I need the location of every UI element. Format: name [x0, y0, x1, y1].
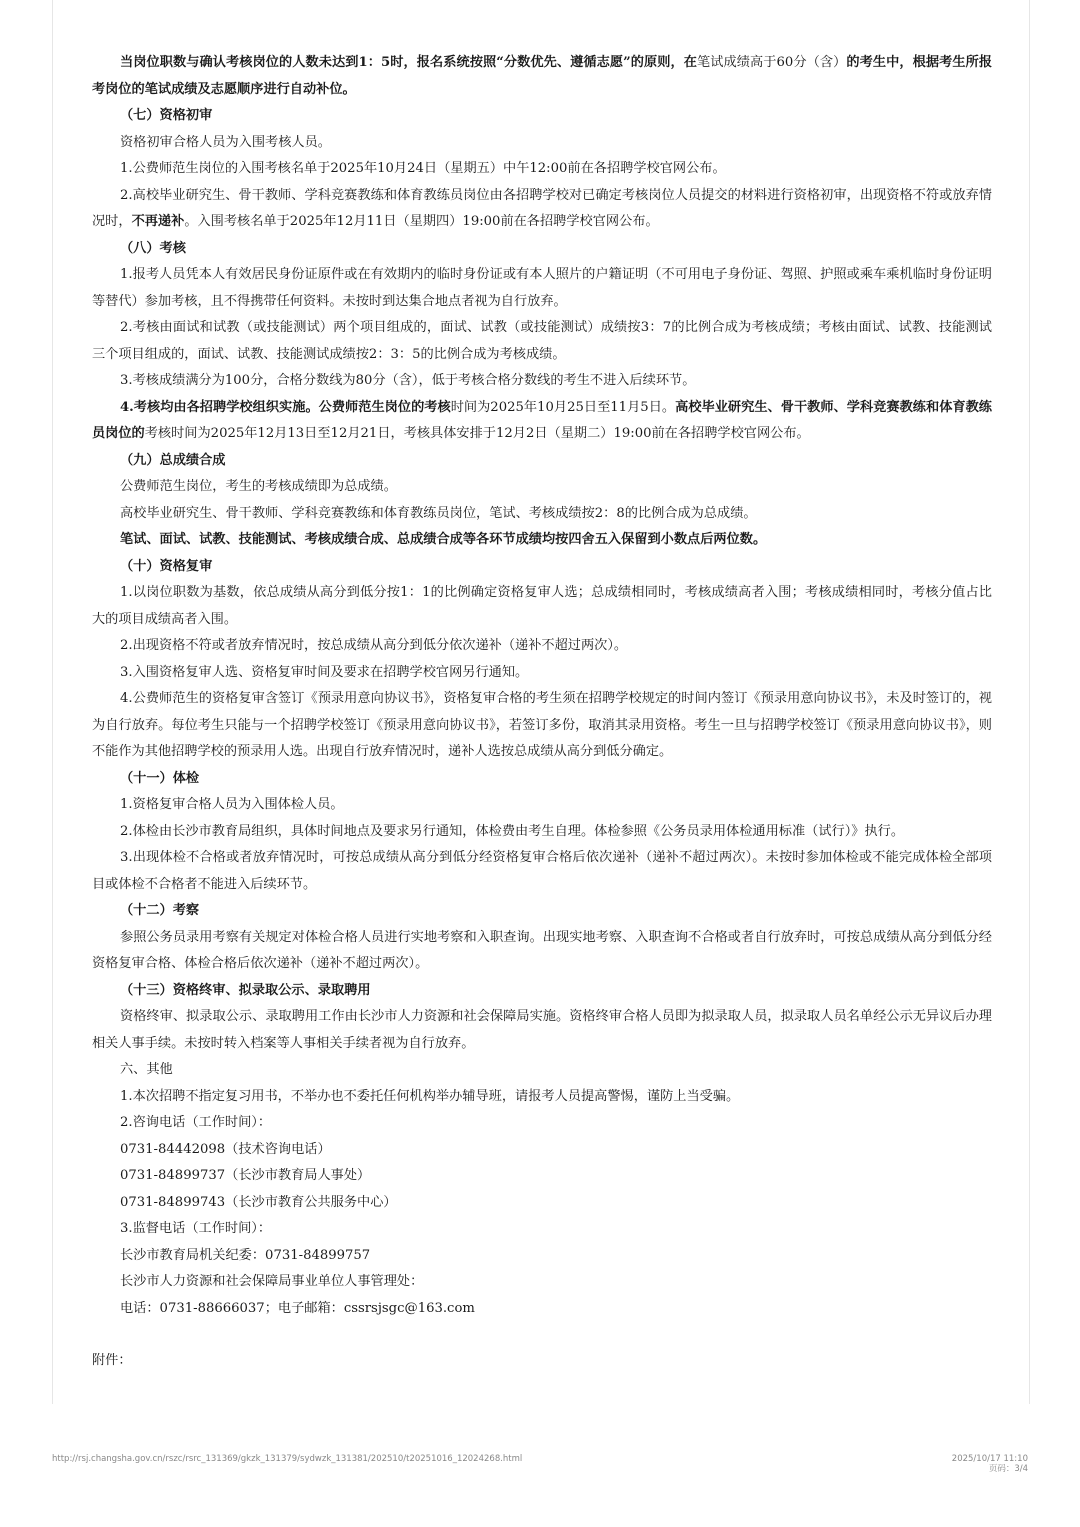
- s13-p1: 资格终审、拟录取公示、录取聘用工作由长沙市人力资源和社会保障局实施。资格终审合格人员即为拟录取人员，拟录取人员名单经公示无异议后办理相关人事手续。未按时转入档案等人事相关手续者视为自行放弃。: [92, 1009, 992, 1051]
- s6-l7: 长沙市教育局机关纪委：0731-84899757: [120, 1247, 371, 1263]
- s10-p2: 2.出现资格不符或者放弃情况时，按总成绩从高分到低分依次递补（递补不超过两次）。: [120, 638, 628, 653]
- s8-p4-b: 时间为2025年10月25日至11月5日。: [450, 399, 676, 415]
- s12-p1: 参照公务员录用考察有关规定对体检合格人员进行实地考察和入职查询。出现实地考察、入职查询不合格或者自行放弃时，可按总成绩从高分到低分经资格复审合格、体检合格后依次递补（递补不超过两次）。: [92, 929, 992, 971]
- s6-l6: 3.监督电话（工作时间）：: [120, 1221, 272, 1236]
- s6-l4: 0731-84899737（长沙市教育局人事处）: [120, 1168, 371, 1183]
- intro-text-a: 当岗位职数与确认考核岗位的人数未达到1：5时，报名系统按照“分数优先、遵循志愿”的原则，在: [120, 55, 697, 70]
- s11-p1: 1.资格复审合格人员为入围体检人员。: [120, 797, 344, 812]
- s8-p1: 1.报考人员凭本人有效居民身份证原件或在有效期内的临时身份证或有本人照片的户籍证明（不可用电子身份证、驾照、护照或乘车乘机临时身份证明等替代）参加考核，且不得携带任何资料。未按时到达集合地点者视为自行放弃。: [92, 267, 992, 309]
- intro-text-c: 的考生中，根据考生所报考岗位的笔试成绩及志愿顺序进行自动补位。: [92, 55, 993, 97]
- s9-p2: 高校毕业研究生、骨干教师、学科竞赛教练和体育教练员岗位，笔试、考核成绩按2：8的比例合成为总成绩。: [120, 505, 757, 521]
- section-12-title: （十二）考察: [120, 903, 200, 918]
- s11-p2: 2.体检由长沙市教育局组织，具体时间地点及要求另行通知，体检费由考生自理。体检参照《公务员录用体检通用标准（试行）》执行。: [120, 823, 905, 839]
- footer-meta: [952, 1454, 1028, 1474]
- footer-url: http://rsj.changsha.gov.cn/rszc/rsrc_131369/gkzk_131379/sydwzk_131381/202510/t20251016_12024268.html: [52, 1454, 523, 1464]
- section-11-title: （十一）体检: [120, 770, 200, 786]
- s6-l8: 长沙市人力资源和社会保障局事业单位人事管理处：: [120, 1274, 424, 1289]
- s7-p2-a: 2.高校毕业研究生、骨干教师、学科竞赛教练和体育教练员岗位由各招聘学校对已确定考核岗位人员提交的材料进行资格初审，出现资格不符或放弃情况时，: [92, 187, 992, 229]
- s8-p3: 3.考核成绩满分为100分，合格分数线为80分（含），低于考核合格分数线的考生不进入后续环节。: [120, 373, 696, 388]
- s10-p3: 3.入围资格复审人选、资格复审时间及要求在招聘学校官网另行通知。: [120, 664, 529, 680]
- s8-p4-a: 4.考核均由各招聘学校组织实施。公费师范生岗位的考核: [120, 399, 451, 415]
- section-8-title: （八）考核: [120, 240, 186, 256]
- s6-l1: 1.本次招聘不指定复习用书，不举办也不委托任何机构举办辅导班，请报考人员提高警惕，谨防上当受骗。: [120, 1088, 740, 1104]
- s11-p3: 3.出现体检不合格或者放弃情况时，可按总成绩从高分到低分经资格复审合格后依次递补（递补不超过两次）。未按时参加体检或不能完成体检全部项目或体检不合格者不能进入后续环节。: [92, 850, 992, 892]
- document-body: [92, 50, 992, 1388]
- s9-p3: 笔试、面试、试教、技能测试、考核成绩合成、总成绩合成等各环节成绩均按四舍五入保留到小数点后两位数。: [120, 532, 767, 547]
- intro-paragraph: [92, 50, 992, 103]
- section-7-title: （七）资格初审: [120, 108, 213, 123]
- intro-text-b: 笔试成绩高于60分（含）: [696, 55, 847, 70]
- s8-p4-c: 高校毕业研究生、骨干教师、学科竞赛教练和体育教练员岗位的: [92, 399, 992, 441]
- s7-p2-c: 。入围考核名单于2025年12月11日（星期四）19:00前在各招聘学校官网公布。: [184, 214, 659, 229]
- s7-p2: [92, 183, 992, 236]
- s10-p4: 4.公费师范生的资格复审含签订《预录用意向协议书》，资格复审合格的考生须在招聘学校规定的时间内签订《预录用意向协议书》，未及时签订的，视为自行放弃。每位考生只能与一个招聘学校签订《预录用意向协议书》，若签订多份，取消其录用资格。考生一旦与招聘学校签订《预录用意向协议书》，则不能作为其他招聘学校的预录用人选。出现自行放弃情况时，递补人选按总成绩从高分到低分确定。: [92, 691, 992, 759]
- s6-l2: 2.咨询电话（工作时间）：: [120, 1115, 272, 1130]
- s8-p4-d: 考核时间为2025年12月13日至12月21日，考核具体安排于12月2日（星期二）19:00前在各招聘学校官网公布。: [144, 426, 810, 441]
- s6-l3: 0731-84442098（技术咨询电话）: [120, 1141, 331, 1157]
- s6-l5: 0731-84899743（长沙市教育公共服务中心）: [120, 1194, 397, 1210]
- s7-p1: 1.公费师范生岗位的入围考核名单于2025年10月24日（星期五）中午12:00前在各招聘学校官网公布。: [120, 161, 726, 176]
- section-9-title: （九）总成绩合成: [120, 452, 226, 468]
- s6-l9: 电话：0731-88666037；电子邮箱：cssrsjsgc@163.com: [120, 1300, 475, 1316]
- attachment-label: 附件：: [92, 1353, 132, 1368]
- footer-page-number: 页码：3/4: [988, 1464, 1028, 1474]
- section-6-title: 六、其他: [120, 1062, 173, 1077]
- section-10-title: （十）资格复审: [120, 558, 213, 574]
- s7-p2-b: 不再递补: [131, 214, 185, 229]
- s7-p0: 资格初审合格人员为入围考核人员。: [120, 134, 331, 150]
- footer-datetime: 2025/10/17 11:10: [951, 1454, 1028, 1464]
- section-13-title: （十三）资格终审、拟录取公示、录取聘用: [120, 982, 371, 998]
- s9-p1: 公费师范生岗位，考生的考核成绩即为总成绩。: [120, 479, 397, 494]
- s8-p2: 2.考核由面试和试教（或技能测试）两个项目组成的，面试、试教（或技能测试）成绩按3：7的比例合成为考核成绩；考核由面试、试教、技能测试三个项目组成的，面试、试教、技能测试成绩按2：3：5的比例合成为考核成绩。: [92, 320, 992, 362]
- s8-p4: [92, 395, 992, 448]
- s10-p1: 1.以岗位职数为基数，依总成绩从高分到低分按1：1的比例确定资格复审人选；总成绩相同时，考核成绩高者入围；考核成绩相同时，考核分值占比大的项目成绩高者入围。: [92, 585, 992, 627]
